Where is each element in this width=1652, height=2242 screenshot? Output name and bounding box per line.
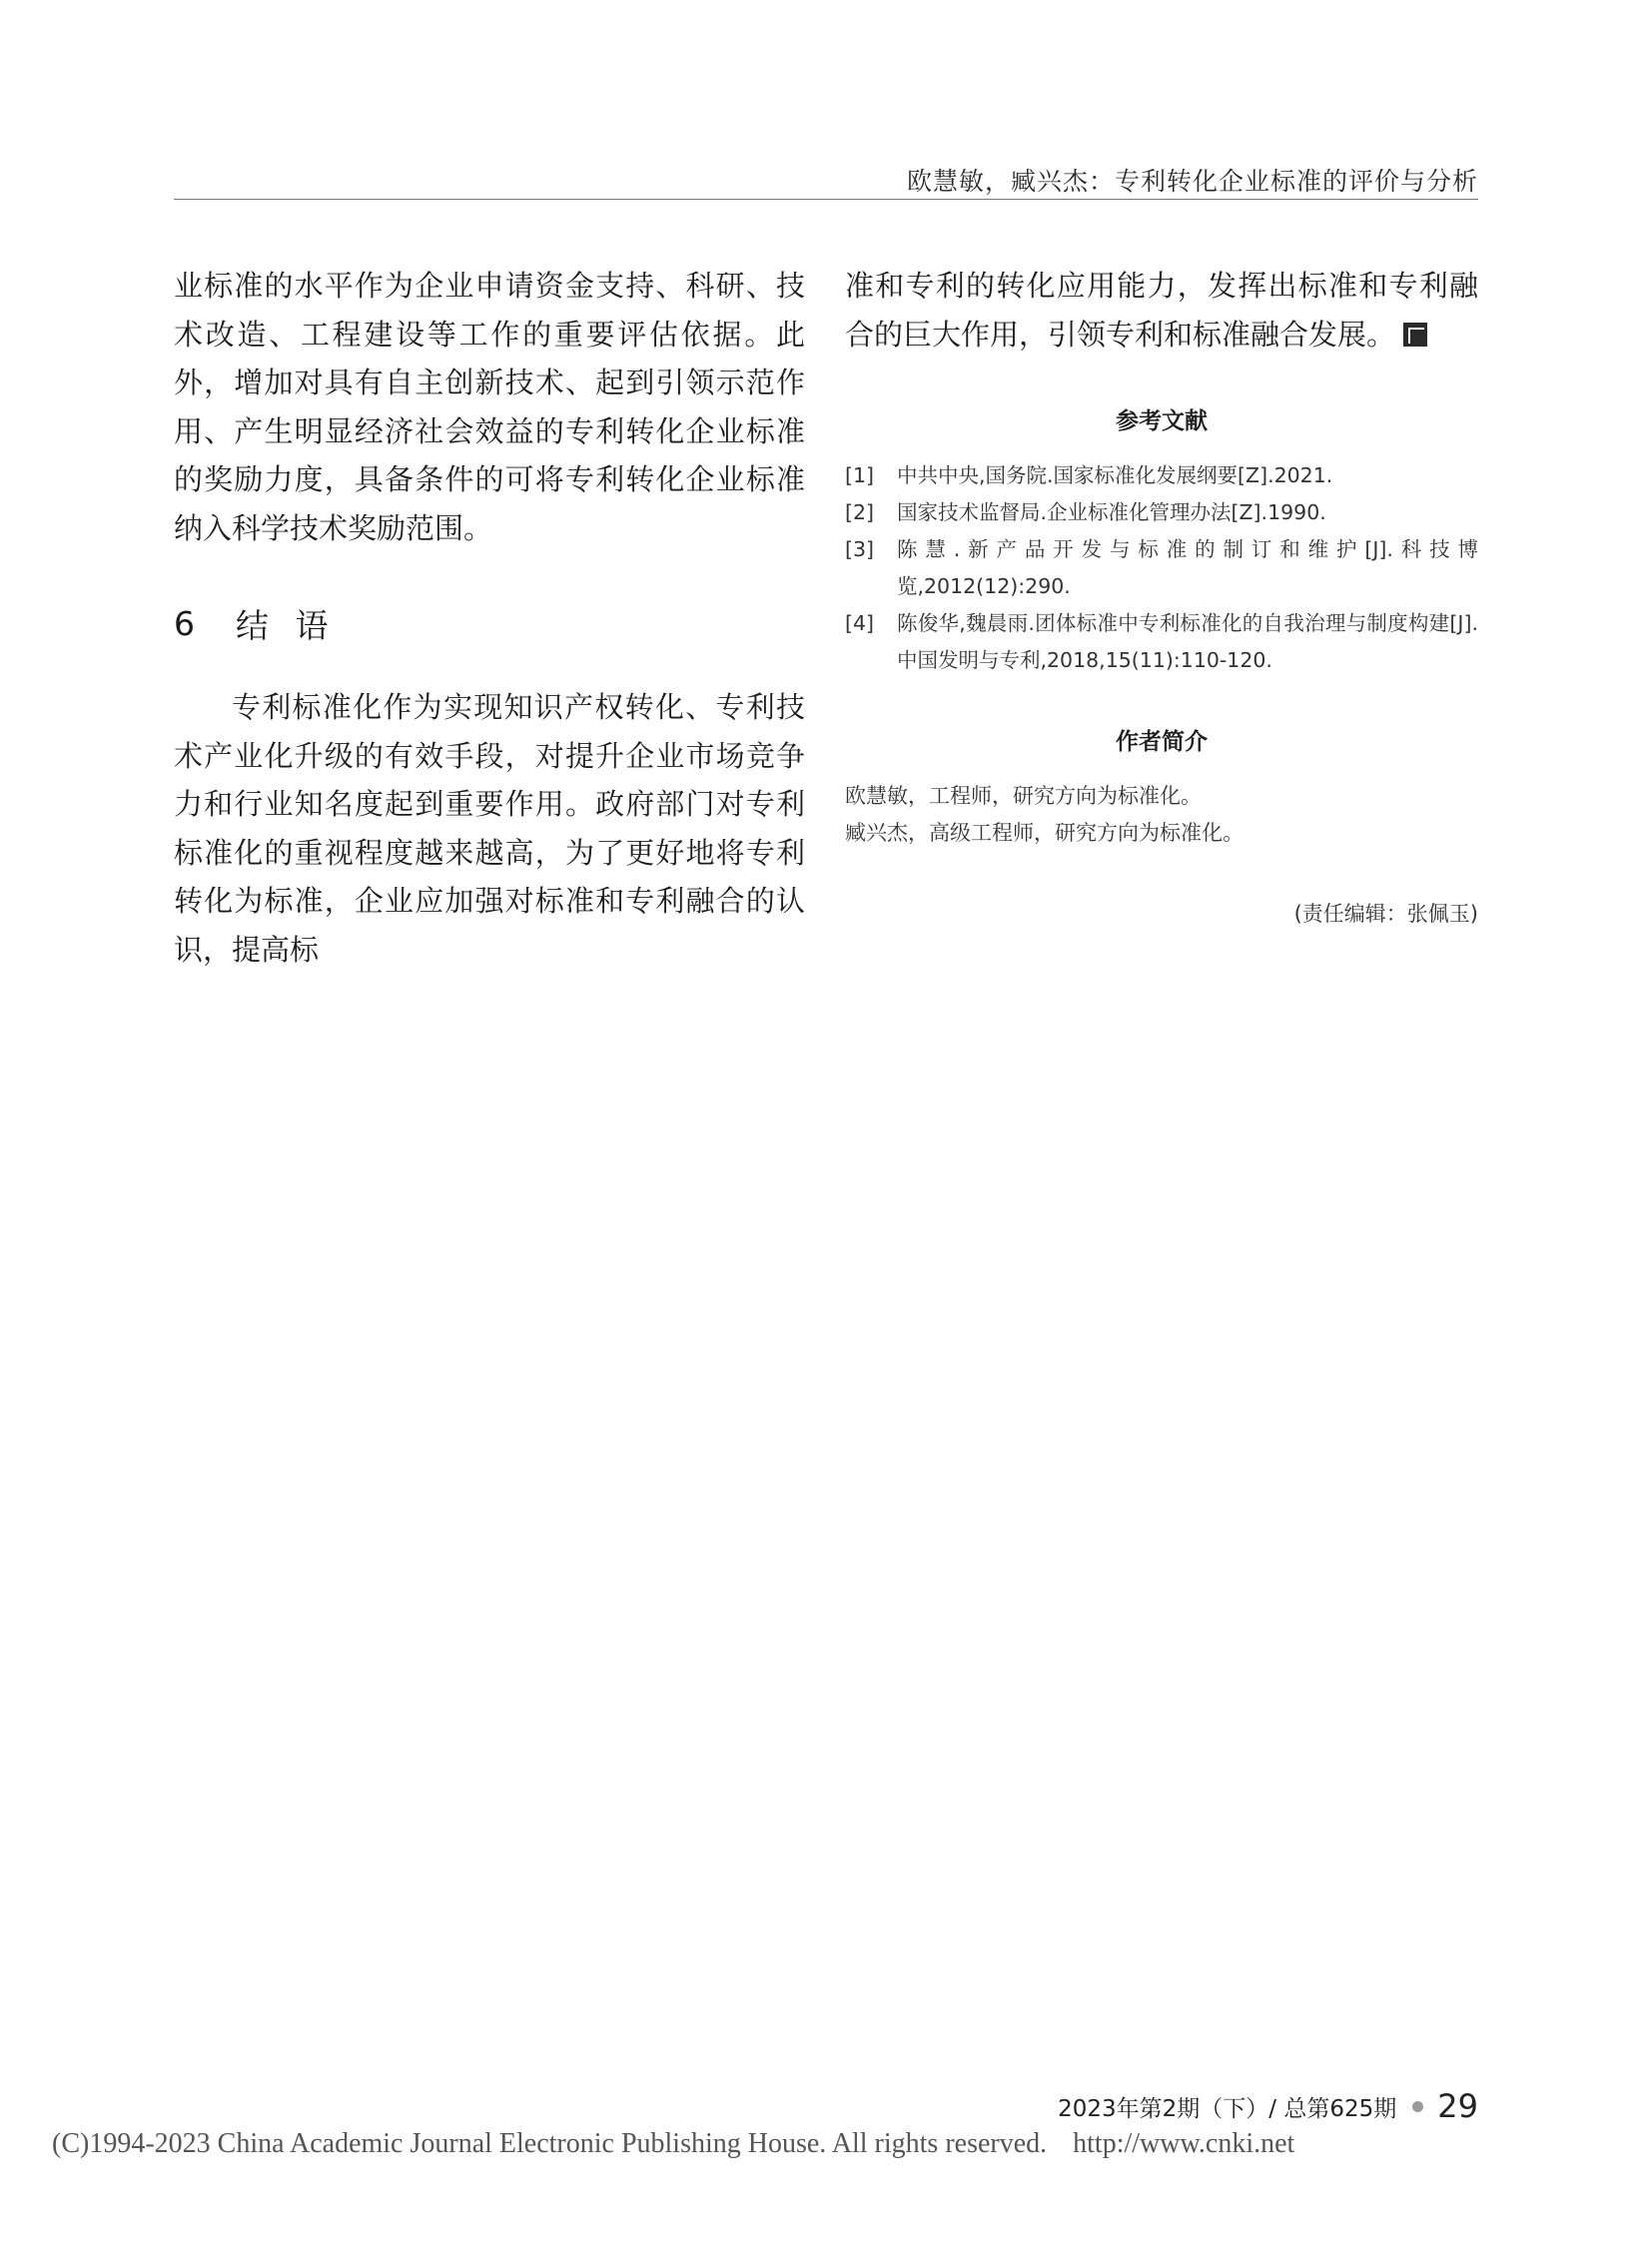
left-column <box>174 262 805 974</box>
reference-item <box>845 605 1478 679</box>
reference-item <box>845 531 1478 605</box>
reference-item <box>845 494 1478 531</box>
section-number: 6 <box>174 604 195 643</box>
continued-paragraph: 业标准的水平作为企业申请资金支持、科研、技术改造、工程建设等工作的重要评估依据。此外，增加对具有自主创新技术、起到引领示范作用、产生明显经济社会效益的专利转化企业标准的奖励力度，具备条件的可将专利转化企业标准纳入科学技术奖励范围。 <box>174 269 805 545</box>
author-bio-heading: 作者简介 <box>1116 729 1208 755</box>
reference-number: [4] <box>845 611 875 635</box>
references-heading: 参考文献 <box>1116 408 1208 434</box>
continued-paragraph-end <box>845 262 1478 359</box>
reference-list <box>845 457 1478 679</box>
reference-text: 陈慧.新产品开发与标准的制订和维护[J].科技博览,2012(12):290. <box>897 537 1478 598</box>
reference-text: 陈俊华,魏晨雨.团体标准中专利标准化的自我治理与制度构建[J].中国发明与专利,2018,15(11):110-120. <box>897 611 1478 672</box>
page-number: 29 <box>1437 2087 1478 2125</box>
running-header: 欧慧敏，臧兴杰：专利转化企业标准的评价与分析 <box>906 167 1478 196</box>
copyright-text: (C)1994-2023 China Academic Journal Electronic Publishing House. All rights reserved. <box>52 2128 1048 2159</box>
paragraph-text: 准和专利的转化应用能力，发挥出标准和专利融合的巨大作用，引领专利和标准融合发展。 <box>845 269 1478 352</box>
right-column <box>845 262 1478 928</box>
reference-text: 国家技术监督局.企业标准化管理办法[Z].1990. <box>897 500 1326 524</box>
reference-number: [2] <box>845 500 875 524</box>
issue-info <box>1058 2087 1478 2125</box>
copyright-line <box>52 2128 1294 2160</box>
reference-number: [3] <box>845 537 875 561</box>
reference-text: 中共中央,国务院.国家标准化发展纲要[Z].2021. <box>897 463 1333 487</box>
header-divider <box>174 199 1478 200</box>
bullet-dot-icon <box>1412 2101 1423 2112</box>
reference-item <box>845 457 1478 494</box>
article-end-icon <box>1403 323 1427 347</box>
reference-number: [1] <box>845 463 875 487</box>
author-bio: 臧兴杰，高级工程师，研究方向为标准化。 <box>845 821 1243 845</box>
issue-text: 2023年第2期（下）/ 总第625期 <box>1058 2095 1397 2122</box>
section-title: 结 语 <box>236 606 337 645</box>
author-bio: 欧慧敏，工程师，研究方向为标准化。 <box>845 784 1202 808</box>
cnki-link[interactable]: http://www.cnki.net <box>1073 2128 1295 2159</box>
conclusion-paragraph: 专利标准化作为实现知识产权转化、专利技术产业化升级的有效手段，对提升企业市场竞争力和行业知名度起到重要作用。政府部门对专利标准化的重视程度越来越高，为了更好地将专利转化为标准，企业应加强对标准和专利融合的认识，提高标 <box>174 690 805 967</box>
section-heading <box>174 600 805 647</box>
editor-note: (责任编辑：张佩玉) <box>1293 902 1478 926</box>
